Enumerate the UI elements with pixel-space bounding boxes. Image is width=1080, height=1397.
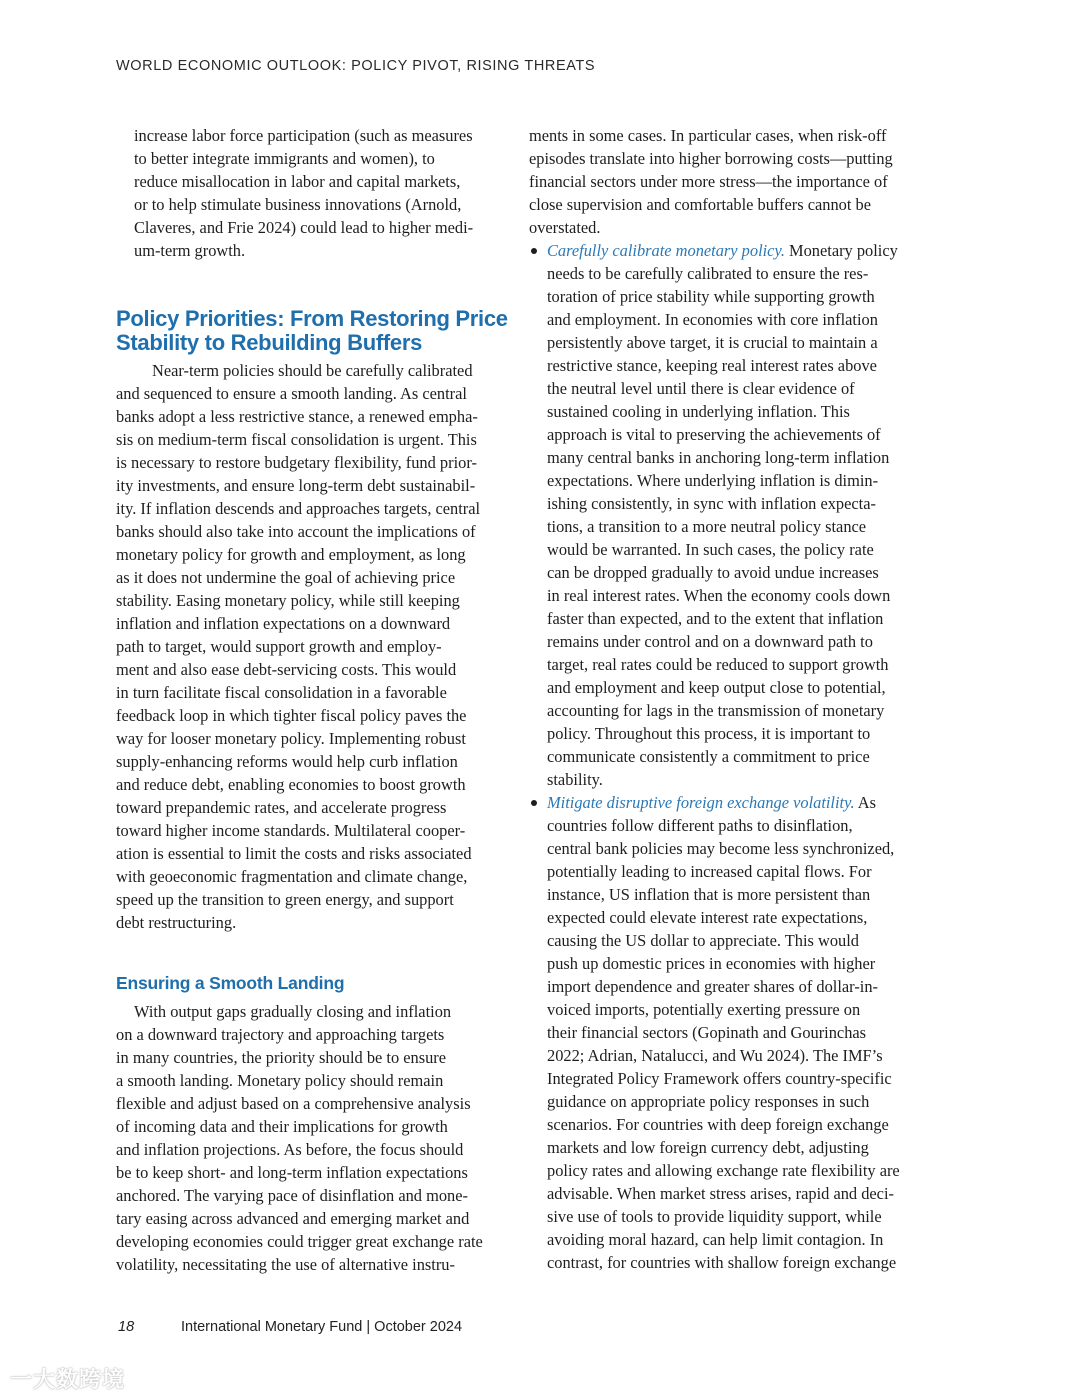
subsection-heading: Ensuring a Smooth Landing bbox=[116, 973, 345, 993]
bullet-item-monetary-policy: Carefully calibrate monetary policy. Monetary policy needs to be carefully calibrated to ensure the res- toration of price stability while supporting growth and employment. In economies with core inflation persistently above target, it is crucial to maintain a restrictive stance, keeping real interest rates above the neutral level until there is clear evidence of sustained cooling in underlying inflation. This approach is vital to preserving the achievements of many central banks in anchoring long-term inflation expectations. Where underlying inflation is dimin- ishing consistently, in sync with inflation expecta- tions, a transition to a more neutral policy stance would be warranted. In such cases, the policy rate can be dropped gradually to avoid undue increases in real interest rates. When the economy cools down faster than expected, and to the extent that inflation remains under control and on a downward path to target, real rates could be reduced to support growth and employment and keep output close to potential, accounting for lags in the transmission of monetary policy. Throughout this process, it is important to communicate consistently a commitment to price stability. bbox=[529, 239, 914, 791]
watermark-logo: 一大数跨境 bbox=[10, 1368, 126, 1393]
section-paragraph: Near-term policies should be carefully calibrated and sequenced to ensure a smooth landing. As central banks adopt a less restrictive stance, a renewed empha- sis on medium-term fiscal consolidation is urgent. This is necessary to restore budgetary flexibility, fund prior- ity investments, and ensure long-term debt sustainabil- ity. If inflation descends and approaches targets, central banks should also take into account the implications of monetary policy for growth and employment, as long as it does not undermine the goal of achieving price stability. Easing monetary policy, while still keeping inflation and inflation expectations on a downward path to target, would support growth and employ- ment and also ease debt-servicing costs. This would in turn facilitate fiscal consolidation in a favorable feedback loop in which tighter fiscal policy paves the way for looser monetary policy. Implementing robust supply-enhancing reforms would help curb inflation and reduce debt, enabling economies to boost growth toward prepandemic rates, and accelerate progress toward higher income standards. Multilateral cooper- ation is essential to limit the costs and risks associated with geoeconomic fragmentation and climate change, speed up the transition to green energy, and support debt restructuring. bbox=[116, 361, 481, 932]
publication-line: International Monetary Fund | October 2024 bbox=[181, 1319, 463, 1335]
bullet-icon bbox=[531, 248, 537, 254]
running-header: WORLD ECONOMIC OUTLOOK: POLICY PIVOT, RISING THREATS bbox=[116, 58, 596, 74]
bullet-icon bbox=[531, 800, 537, 806]
continuation-paragraph: increase labor force participation (such as measures to better integrate immigrants and women), to reduce misallocation in labor and capital markets, or to help stimulate business innovations (Arnold, Claveres, and Frie 2024) could lead to higher medi- um-term growth. bbox=[134, 126, 474, 260]
left-column bbox=[116, 124, 508, 1276]
bullet-item-fx-volatility: Mitigate disruptive foreign exchange volatility. As countries follow different paths to disinflation, central bank policies may become less synchronized, potentially leading to increased capital flows. For instance, US inflation that is more persistent than expected could elevate interest rate expectations, causing the US dollar to appreciate. This would push up domestic prices in economies with higher import dependence and greater shares of dollar-in- voiced imports, potentially exerting pressure on their financial sectors (Gopinath and Gourinchas 2022; Adrian, Natalucci, and Wu 2024). The IMF’s Integrated Policy Framework offers country-specific guidance on appropriate policy responses in such scenarios. For countries with deep foreign exchange markets and low foreign currency debt, adjusting policy rates and allowing exchange rate flexibility are advisable. When market stress arises, rapid and deci- sive use of tools to provide liquidity support, while avoiding moral hazard, can help limit contagion. In contrast, for countries with shallow foreign exchange bbox=[529, 791, 914, 1274]
page-footer bbox=[118, 1319, 462, 1335]
subsection-paragraph: With output gaps gradually closing and inflation on a downward trajectory and approaching targets in many countries, the priority should be to ensure a smooth landing. Monetary policy should remain flexible and adjust based on a comprehensive analysis of incoming data and their implications for growth and inflation projections. As before, the focus should be to keep short- and long-term inflation expectations anchored. The varying pace of disinflation and mone- tary easing across advanced and emerging market and developing economies could trigger great exchange rate volatility, necessitating the use of alternative instru- bbox=[116, 1002, 483, 1274]
bullet-lead: Mitigate disruptive foreign exchange volatility. bbox=[547, 793, 855, 812]
section-heading: Policy Priorities: From Restoring Price Stability to Rebuilding Buffers bbox=[116, 306, 508, 355]
continuation-paragraph: ments in some cases. In particular cases, when risk-off episodes translate into higher borrowing costs—putting financial sectors under more stress—the importance of close supervision and comfortable buffers cannot be overstated. bbox=[529, 126, 893, 237]
right-column bbox=[529, 124, 914, 1274]
bullet-lead: Carefully calibrate monetary policy. bbox=[547, 241, 785, 260]
page-number: 18 bbox=[118, 1319, 135, 1335]
